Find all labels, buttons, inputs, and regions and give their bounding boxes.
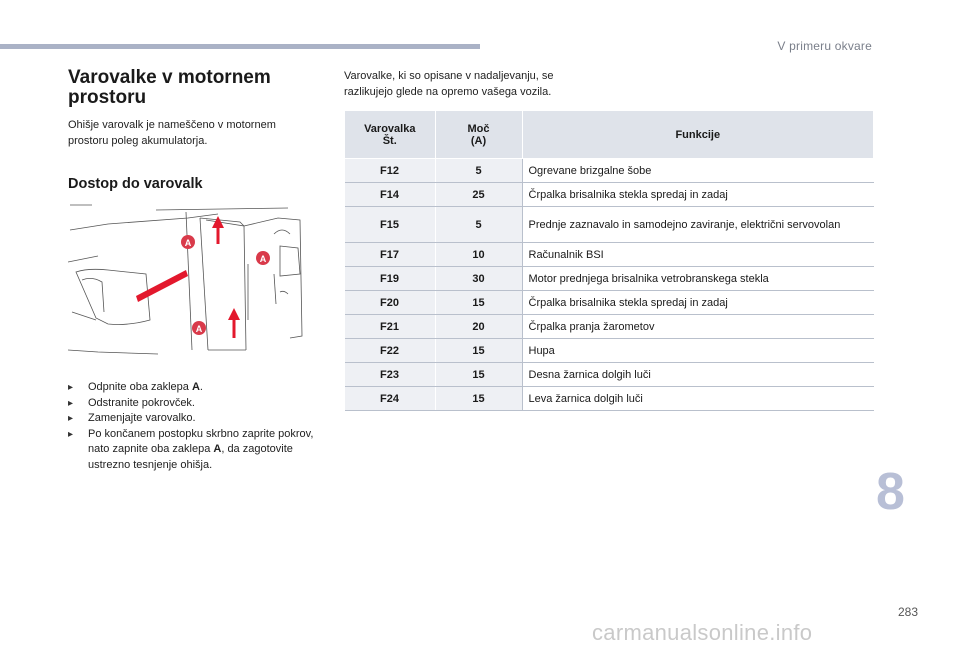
table-row [345,387,874,411]
column-header-function: Funkcije [522,111,874,159]
chapter-number: 8 [876,463,905,521]
red-arrows [136,216,240,338]
fuse-table [344,110,874,411]
top-accent-bar [0,44,480,49]
function-cell: Ogrevane brizgalne šobe [522,159,874,183]
latch-a-label: A [195,324,203,334]
step-bullet-icon: ▸ [68,397,74,409]
fuse-number-cell: F23 [345,363,436,387]
step-list [68,380,318,473]
fuse-number-cell: F19 [345,267,436,291]
power-cell: 10 [435,243,522,267]
latch-a-label: A [259,254,267,264]
power-cell: 15 [435,339,522,363]
column-header-fuse-number: Varovalka Št. [345,111,436,159]
page-title [68,68,328,108]
page-number: 283 [898,605,919,619]
latch-a-markers [181,235,270,335]
table-row [345,183,874,207]
function-cell: Desna žarnica dolgih luči [522,363,874,387]
function-cell: Črpalka pranja žarometov [522,315,874,339]
fuse-number-cell: F20 [345,291,436,315]
intro-paragraph: Ohišje varovalk je nameščeno v motornem prostoru poleg akumulatorja. [68,119,276,147]
step-item: ▸ Odpnite oba zaklepa A. [68,380,318,396]
power-cell: 5 [435,207,522,243]
power-cell: 25 [435,183,522,207]
fuse-number-cell: F12 [345,159,436,183]
function-cell: Računalnik BSI [522,243,874,267]
column-header-power: Moč (A) [435,111,522,159]
table-header-row [345,111,874,159]
power-cell: 5 [435,159,522,183]
latch-a-label: A [184,238,192,248]
table-row [345,207,874,243]
fuse-number-cell: F24 [345,387,436,411]
function-cell: Črpalka brisalnika stekla spredaj in zadaj [522,183,874,207]
power-cell: 15 [435,363,522,387]
section-header: V primeru okvare [777,39,872,53]
function-cell: Leva žarnica dolgih luči [522,387,874,411]
table-row [345,243,874,267]
fuse-box-illustration [68,200,308,362]
step-bullet-icon: ▸ [68,413,74,424]
step-item: ▸ Zamenjajte varovalko. [68,411,318,427]
fuse-number-cell: F21 [345,315,436,339]
power-cell: 15 [435,387,522,411]
table-row [345,315,874,339]
function-cell: Motor prednjega brisalnika vetrobranskega stekla [522,267,874,291]
function-cell: Prednje zaznavalo in samodejno zaviranje, električni servovolan [522,207,874,243]
page-title-line1: Varovalke v motornem [68,67,271,88]
page-title-line2: prostoru [68,87,147,108]
table-row [345,291,874,315]
fuse-number-cell: F15 [345,207,436,243]
insertion-arrow-icon [136,270,188,302]
fuse-number-cell: F22 [345,339,436,363]
fuse-number-cell: F17 [345,243,436,267]
table-intro: Varovalke, ki so opisane v nadaljevanju, se razlikujejo glede na opremo vašega vozila. [344,70,554,98]
step-bullet-icon: ▸ [68,428,74,440]
table-row [345,363,874,387]
step-item: ▸ Po končanem postopku skrbno zaprite pokrov, nato zapnite oba zaklepa A, da zagotovite ustrezno tesnjenje ohišja. [68,427,314,471]
power-cell: 15 [435,291,522,315]
table-row [345,339,874,363]
subsection-title: Dostop do varovalk [68,176,203,192]
power-cell: 20 [435,315,522,339]
function-cell: Črpalka brisalnika stekla spredaj in zadaj [522,291,874,315]
table-row [345,159,874,183]
step-bullet-icon: ▸ [68,382,74,393]
table-row [345,267,874,291]
watermark: carmanualsonline.info [592,620,813,645]
fuse-number-cell: F14 [345,183,436,207]
function-cell: Hupa [522,339,874,363]
power-cell: 30 [435,267,522,291]
step-item: ▸ Odstranite pokrovček. [68,396,318,412]
